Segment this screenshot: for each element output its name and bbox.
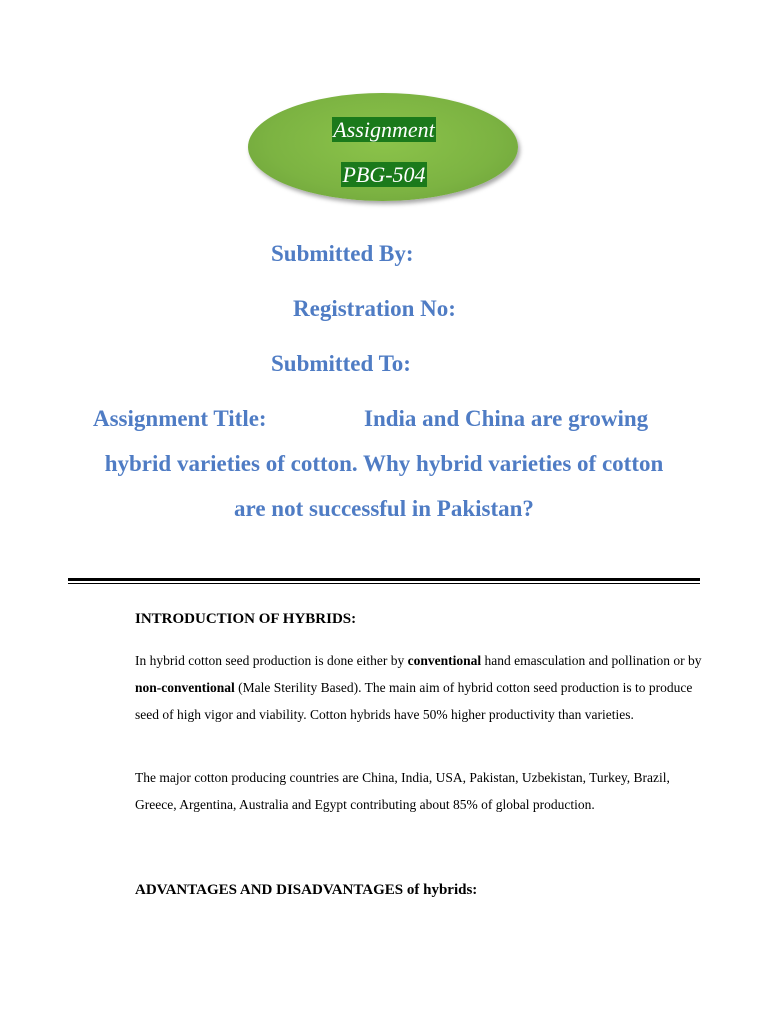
section-heading-advantages: ADVANTAGES AND DISADVANTAGES of hybrids: (135, 882, 478, 898)
intro-paragraph-1: In hybrid cotton seed production is done either by conventional hand emasculation and pollination or by non-conventional (Male Sterility Based). The main aim of hybrid cotton seed production is to produce seed of high vigor and viability. Cotton hybrids have 50% higher productivity than varieties. (135, 653, 702, 722)
assignment-title-line2: hybrid varieties of cotton. Why hybrid varieties of cotton (104, 451, 664, 476)
assignment-title-label: Assignment Title: (93, 406, 267, 431)
divider-thin (68, 583, 700, 584)
assignment-title-line1: India and China are growing (364, 406, 649, 431)
assignment-title-line3: are not successful in Pakistan? (234, 496, 534, 521)
intro-paragraph-2: The major cotton producing countries are China, India, USA, Pakistan, Uzbekistan, Turkey, Brazil, Greece, Argentina, Australia and Egypt contributing about 85% of global production. (135, 770, 670, 812)
submitted-by-label: Submitted By: (271, 241, 414, 266)
badge-line-assignment: Assignment (333, 117, 435, 142)
submitted-to-label: Submitted To: (271, 351, 411, 376)
divider-thick (68, 578, 700, 581)
badge-line-course-code: PBG-504 (342, 162, 426, 187)
registration-no-label: Registration No: (293, 296, 456, 321)
section-heading-introduction: INTRODUCTION OF HYBRIDS: (135, 611, 357, 627)
